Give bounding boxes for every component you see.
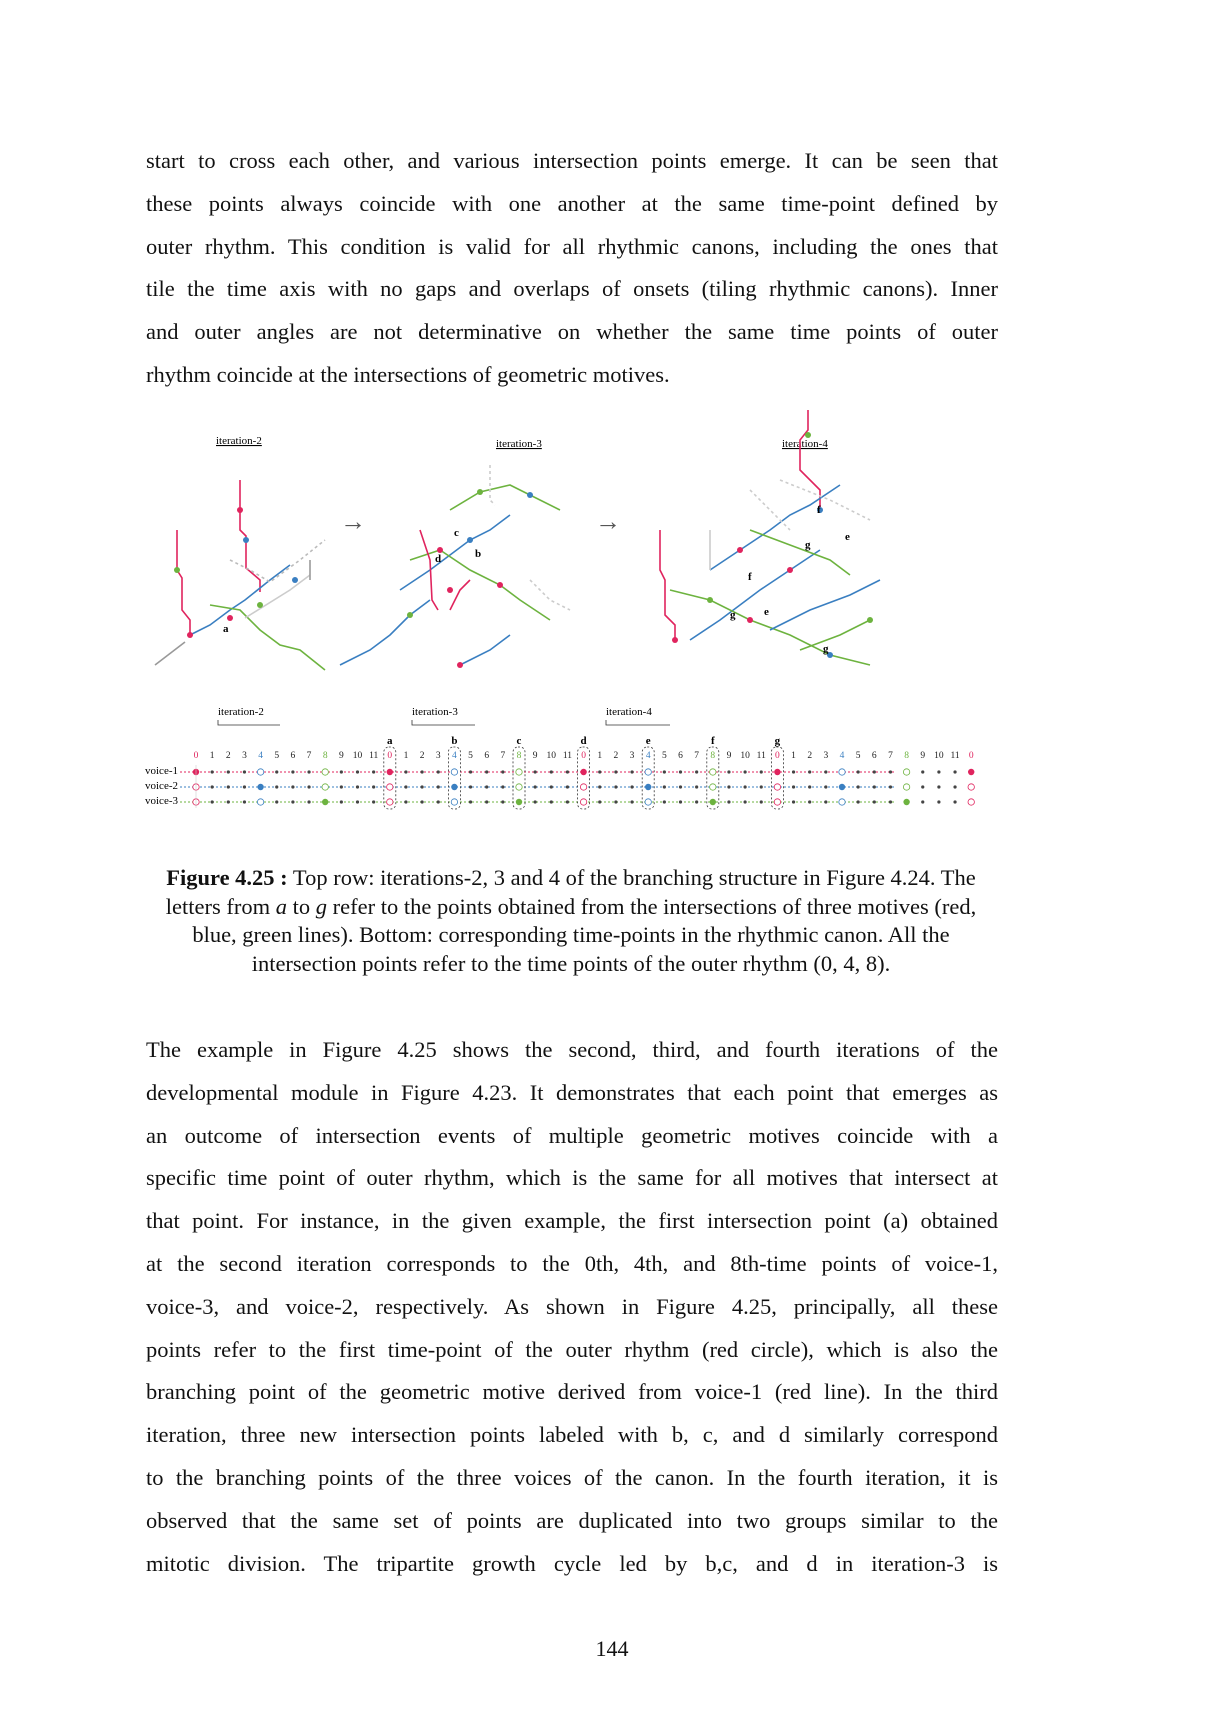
paragraph-1 [146, 140, 998, 397]
onset-dot [501, 800, 504, 803]
onset-dot [566, 770, 569, 773]
onset-dot [857, 770, 860, 773]
voice-1-label: voice-1 [145, 765, 178, 777]
onset-dot [839, 784, 845, 790]
intersection-label: e [764, 606, 769, 618]
iteration-3-diagram [340, 465, 570, 668]
onset-dot [614, 770, 617, 773]
intersection-label: g [730, 609, 736, 621]
onset-dot [808, 800, 811, 803]
time-point-number: 3 [629, 751, 635, 761]
onset-dot [275, 770, 278, 773]
onset-dot [516, 784, 522, 790]
time-point-number: 9 [920, 751, 926, 761]
figure-4-25 [145, 410, 1000, 855]
time-point-number: 11 [562, 751, 573, 761]
onset-dot [469, 800, 472, 803]
onset-dot [372, 770, 375, 773]
time-point-number: 10 [352, 751, 363, 761]
onset-dot [243, 770, 246, 773]
onset-dot [663, 770, 666, 773]
text-line: rhythm coincide at the intersections of geometric motives. [146, 361, 670, 387]
intersection-label: d [435, 553, 442, 565]
onset-dot [550, 770, 553, 773]
time-point-number: 8 [904, 751, 909, 761]
onset-dot [257, 784, 263, 790]
intersection-letter: c [516, 735, 522, 747]
intersection-letter: a [387, 735, 393, 747]
onset-dot [695, 770, 698, 773]
text-line: specific time point of outer rhythm, which is the same for all motives that intersect at [146, 1165, 998, 1191]
onset-dot [356, 785, 359, 788]
onset-dot [372, 785, 375, 788]
time-point-number: 6 [290, 751, 296, 761]
onset-dot [760, 785, 763, 788]
time-point-number: 3 [435, 751, 441, 761]
onset-dot [968, 784, 974, 790]
onset-dot [968, 769, 974, 775]
onset-dot [857, 785, 860, 788]
onset-dot [889, 800, 892, 803]
onset-dot [451, 799, 457, 805]
paragraph-2 [146, 1029, 998, 1585]
caption-text: to [287, 893, 316, 919]
onset-dot [903, 784, 909, 790]
onset-dot [227, 800, 230, 803]
onset-dot [645, 799, 651, 805]
onset-dot [404, 770, 407, 773]
progression-arrow: → [595, 507, 621, 536]
onset-dot [953, 800, 956, 803]
onset-dot [937, 800, 940, 803]
onset-dot [792, 785, 795, 788]
time-point-number: 5 [855, 751, 861, 761]
onset-dot [211, 785, 214, 788]
onset-dot [873, 785, 876, 788]
intersection-label: e [845, 531, 850, 543]
onset-dot [485, 770, 488, 773]
onset-dot [340, 785, 343, 788]
text-line: branching point of the geometric motive derived from voice-1 (red line). In the third [146, 1379, 998, 1405]
intersection-label: c [454, 527, 459, 539]
onset-dot [710, 769, 716, 775]
onset-dot [437, 785, 440, 788]
time-point-number: 1 [791, 751, 796, 761]
onset-dot [774, 769, 780, 775]
time-point-number: 0 [968, 751, 974, 761]
time-point-number: 1 [597, 751, 603, 761]
onset-dot [679, 800, 682, 803]
voice-2-label: voice-2 [145, 780, 178, 792]
onset-dot [710, 784, 716, 790]
onset-dot [774, 784, 780, 790]
onset-dot [808, 785, 811, 788]
time-point-number: 10 [934, 751, 944, 761]
onset-dot [760, 770, 763, 773]
intersection-label: b [475, 548, 482, 560]
onset-dot [307, 785, 310, 788]
onset-dot [421, 770, 424, 773]
intersection-letter: f [710, 735, 715, 747]
progression-arrow: → [340, 507, 366, 536]
onset-dot [322, 769, 328, 775]
onset-dot [307, 800, 310, 803]
onset-dot [451, 769, 457, 775]
onset-dot [322, 799, 328, 805]
time-point-number: 0 [193, 751, 199, 761]
onset-dot [824, 785, 827, 788]
iteration-2-diagram [155, 480, 325, 670]
onset-dot [774, 799, 780, 805]
time-point-number: 10 [740, 751, 750, 761]
onset-dot [824, 770, 827, 773]
time-point-number: 11 [756, 751, 766, 761]
time-point-number: 4 [452, 751, 457, 761]
time-point-number: 7 [306, 751, 312, 761]
time-point-number: 5 [661, 751, 667, 761]
text-line: outer rhythm. This condition is valid for all rhythmic canons, including the ones that [146, 233, 998, 259]
onset-dot [598, 770, 601, 773]
onset-dot [580, 799, 586, 805]
text-line: and outer angles are not determinative on whether the same time points of outer [146, 319, 998, 345]
text-line: voice-3, and voice-2, respectively. As shown in Figure 4.25, principally, all these [146, 1293, 998, 1319]
time-point-number: 7 [694, 751, 700, 761]
caption-var-a: a [275, 893, 288, 919]
timeline-label-iteration-3: iteration-3 [412, 706, 458, 718]
caption-var-g: g [315, 893, 328, 919]
onset-dot [630, 785, 633, 788]
onset-dot [534, 770, 537, 773]
onset-dot [534, 800, 537, 803]
onset-dot [485, 800, 488, 803]
voice-3-label: voice-3 [145, 795, 178, 807]
time-point-number: 3 [823, 751, 829, 761]
figure-label-iteration-3: iteration-3 [496, 438, 542, 450]
timeline-label-iteration-2: iteration-2 [218, 706, 264, 718]
text-line: The example in Figure 4.25 shows the second, third, and fourth iterations of the [146, 1037, 998, 1062]
onset-dot [580, 769, 586, 775]
onset-dot [937, 770, 940, 773]
onset-dot [679, 785, 682, 788]
intersection-letter: g [774, 735, 781, 747]
time-point-number: 8 [322, 751, 328, 761]
time-point-number: 0 [581, 751, 586, 761]
onset-dot [727, 770, 730, 773]
onset-dot [501, 785, 504, 788]
onset-dot [695, 800, 698, 803]
time-point-number: 11 [950, 751, 960, 761]
intersection-label: g [823, 643, 829, 655]
onset-dot [792, 770, 795, 773]
text-line: to the branching points of the three voices of the canon. In the fourth iteration, it is [146, 1464, 998, 1490]
onset-dot [340, 800, 343, 803]
intersection-label: a [223, 623, 229, 635]
onset-dot [257, 799, 263, 805]
onset-dot [340, 770, 343, 773]
time-point-number: 1 [403, 751, 409, 761]
time-point-number: 11 [369, 751, 379, 761]
time-point-number: 6 [484, 751, 490, 761]
onset-dot [792, 800, 795, 803]
time-point-number: 4 [645, 751, 651, 761]
text-line: an outcome of intersection events of multiple geometric motives coincide with a [146, 1122, 998, 1148]
intersection-letter: d [580, 735, 587, 747]
intersection-letter: b [451, 735, 458, 747]
onset-dot [404, 800, 407, 803]
onset-dot [469, 785, 472, 788]
timeline-label-iteration-4: iteration-4 [606, 706, 652, 718]
time-point-number: 4 [258, 751, 263, 761]
intersection-label: f [817, 504, 821, 516]
time-point-number: 8 [516, 751, 522, 761]
onset-dot [903, 769, 909, 775]
onset-dot [211, 800, 214, 803]
time-point-number: 2 [225, 751, 231, 761]
onset-dot [566, 800, 569, 803]
caption-label: Figure 4.25 : [166, 865, 288, 890]
onset-dot [889, 785, 892, 788]
text-line: that point. For instance, in the given example, the first intersection point (a) obtained [146, 1208, 998, 1234]
onset-dot [630, 800, 633, 803]
onset-dot [322, 784, 328, 790]
onset-dot [421, 785, 424, 788]
onset-dot [598, 800, 601, 803]
onset-dot [824, 800, 827, 803]
onset-dot [257, 769, 263, 775]
time-point-number: 5 [274, 751, 280, 761]
onset-dot [857, 800, 860, 803]
text-line: start to cross each other, and various intersection points emerge. It can be seen that [146, 148, 998, 173]
onset-dot [516, 799, 522, 805]
onset-dot [727, 800, 730, 803]
time-point-number: 4 [839, 751, 845, 761]
onset-dot [808, 770, 811, 773]
onset-dot [645, 784, 651, 790]
time-point-number: 7 [888, 751, 893, 761]
intersection-label: f [748, 571, 752, 583]
onset-dot [275, 785, 278, 788]
onset-dot [614, 800, 617, 803]
figure-label-iteration-2: iteration-2 [216, 435, 262, 447]
page-number: 144 [595, 1636, 629, 1661]
onset-dot [580, 784, 586, 790]
time-point-number: 9 [726, 751, 732, 761]
onset-dot [451, 784, 457, 790]
onset-dot [227, 770, 230, 773]
onset-dot [211, 770, 214, 773]
onset-dot [630, 770, 633, 773]
text-line: observed that the same set of points are duplicated into two groups similar to the [146, 1507, 998, 1533]
onset-dot [710, 799, 716, 805]
onset-dot [645, 769, 651, 775]
time-point-number: 5 [468, 751, 473, 761]
onset-dot [534, 785, 537, 788]
onset-dot [873, 800, 876, 803]
time-point-number: 10 [546, 751, 557, 761]
time-point-number: 6 [871, 751, 877, 761]
onset-dot [387, 799, 393, 805]
onset-dot [921, 770, 924, 773]
text-line: mitotic division. The tripartite growth cycle led by b,c, and d in iteration-3 is [146, 1550, 998, 1576]
onset-dot [437, 800, 440, 803]
onset-dot [485, 785, 488, 788]
onset-dot [873, 770, 876, 773]
onset-dot [469, 770, 472, 773]
onset-dot [275, 800, 278, 803]
text-line: points refer to the first time-point of the outer rhythm (red circle), which is also the [146, 1336, 998, 1362]
onset-dot [760, 800, 763, 803]
onset-dot [968, 799, 974, 805]
figure-caption [160, 864, 982, 978]
onset-dot [953, 785, 956, 788]
time-point-number: 9 [338, 751, 344, 761]
onset-dot [550, 800, 553, 803]
time-point-number: 8 [710, 751, 716, 761]
time-point-number: 7 [500, 751, 506, 761]
onset-dot [291, 800, 294, 803]
time-point-number: 6 [678, 751, 683, 761]
onset-dot [839, 769, 845, 775]
text-line: at the second iteration corresponds to the 0th, 4th, and 8th-time points of voice-1, [146, 1250, 998, 1276]
onset-dot [307, 770, 310, 773]
onset-dot [614, 785, 617, 788]
onset-dot [243, 785, 246, 788]
onset-dot [921, 800, 924, 803]
onset-dot [404, 785, 407, 788]
onset-dot [695, 785, 698, 788]
time-point-number: 0 [387, 751, 393, 761]
time-point-number: 1 [209, 751, 215, 761]
onset-dot [921, 785, 924, 788]
intersection-label: g [805, 539, 811, 551]
onset-dot [598, 785, 601, 788]
onset-dot [744, 800, 747, 803]
onset-dot [387, 769, 393, 775]
onset-dot [421, 800, 424, 803]
onset-dot [356, 770, 359, 773]
onset-dot [903, 799, 909, 805]
onset-dot [356, 800, 359, 803]
text-line: these points always coincide with one another at the same time-point defined by [146, 190, 998, 216]
rhythmic-canon-timeline [145, 706, 974, 809]
onset-dot [243, 800, 246, 803]
text-line: iteration, three new intersection points labeled with b, c, and d similarly correspond [146, 1422, 998, 1448]
onset-dot [663, 785, 666, 788]
text-line: tile the time axis with no gaps and overlaps of onsets (tiling rhythmic canons). Inner [146, 276, 998, 302]
onset-dot [437, 770, 440, 773]
onset-dot [839, 799, 845, 805]
time-point-number: 2 [807, 751, 813, 761]
caption-text: Top row: iterations-2, 3 and 4 of the branching structure in Figure 4.24. The letters from [165, 865, 976, 919]
onset-dot [744, 770, 747, 773]
onset-dot [291, 785, 294, 788]
figure-label-iteration-4: iteration-4 [782, 438, 828, 450]
onset-dot [744, 785, 747, 788]
onset-dot [227, 785, 230, 788]
time-point-number: 3 [242, 751, 247, 761]
caption-text: refer to the points obtained from the intersections of three motives (red, blue, green lines). Bottom: corresponding time-points in the rhythmic canon. All the intersection points refer to the time points of the outer rhythm (0, 4, 8). [192, 893, 977, 976]
time-point-number: 0 [775, 751, 780, 761]
text-line: developmental module in Figure 4.23. It demonstrates that each point that emerges as [146, 1079, 998, 1105]
onset-dot [516, 769, 522, 775]
intersection-letter: e [645, 735, 651, 747]
onset-dot [550, 785, 553, 788]
onset-dot [937, 785, 940, 788]
onset-dot [566, 785, 569, 788]
onset-dot [889, 770, 892, 773]
onset-dot [372, 800, 375, 803]
onset-dot [387, 784, 393, 790]
onset-dot [953, 770, 956, 773]
onset-dot [679, 770, 682, 773]
onset-dot [291, 770, 294, 773]
time-point-number: 9 [532, 751, 538, 761]
onset-dot [501, 770, 504, 773]
onset-dot [663, 800, 666, 803]
time-point-number: 2 [613, 751, 619, 761]
onset-dot [727, 785, 730, 788]
time-point-number: 2 [419, 751, 425, 761]
